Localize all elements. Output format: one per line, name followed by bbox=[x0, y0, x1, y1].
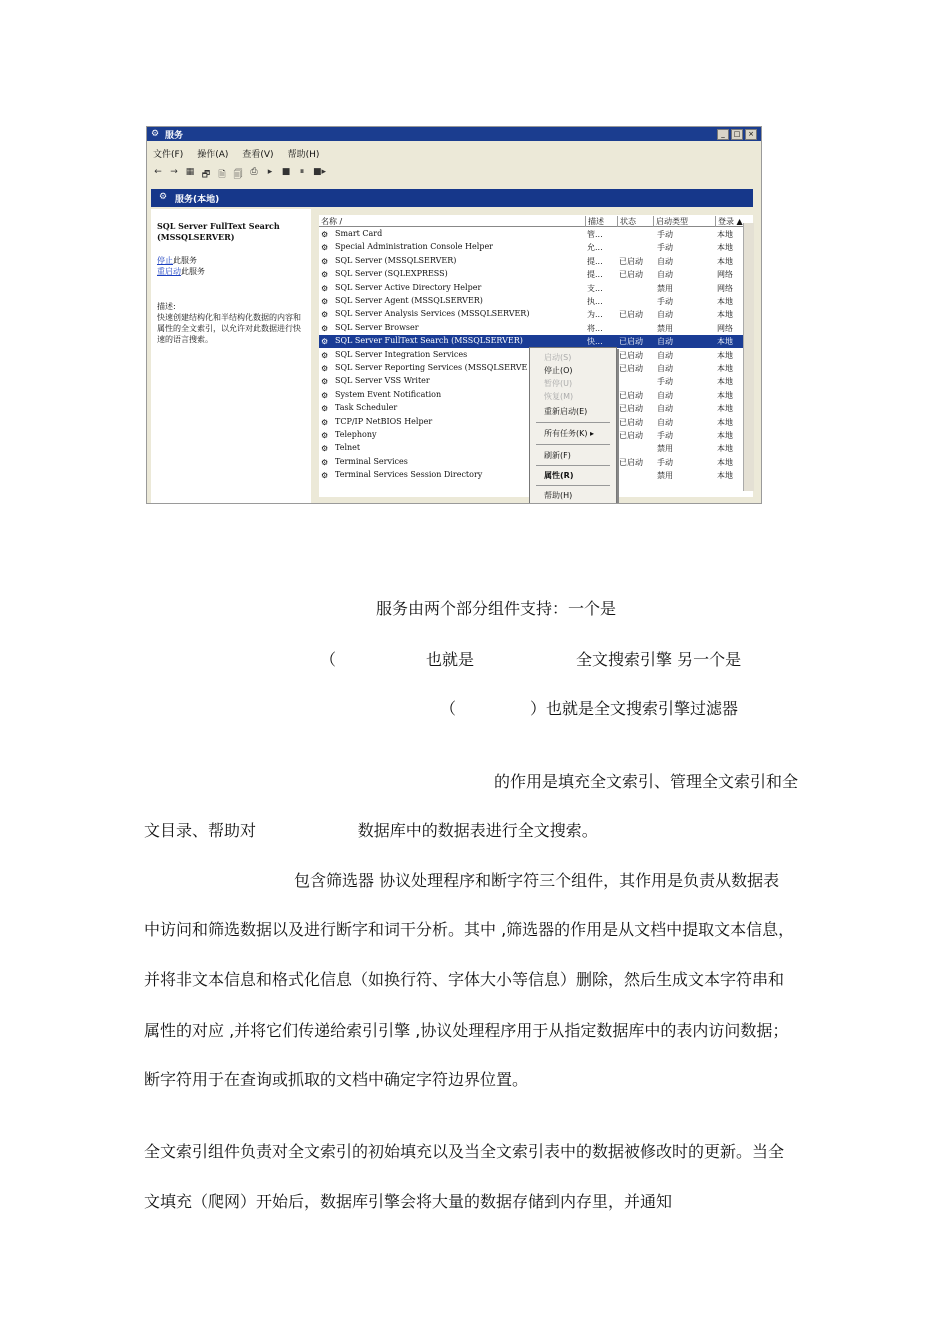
cell-logon: 本地 bbox=[717, 390, 733, 400]
cell-name: SQL Server FullText Search (MSSQLSERVER) bbox=[335, 336, 523, 346]
paragraph-line: ）也就是全文搜索引擎过滤器 bbox=[530, 699, 739, 718]
cell-desc: 管... bbox=[587, 230, 603, 239]
stop-suffix: 此服务 bbox=[173, 256, 197, 265]
close-button[interactable]: × bbox=[745, 129, 757, 140]
menu-restart[interactable]: 重新启动(E) bbox=[544, 407, 588, 416]
cell-desc: 为... bbox=[587, 310, 603, 320]
properties-icon[interactable]: 🗎 bbox=[218, 170, 226, 180]
cell-startup: 手动 bbox=[657, 377, 673, 387]
cell-status: 已启动 bbox=[619, 256, 643, 266]
services-banner bbox=[151, 189, 753, 207]
cell-name: SQL Server Browser bbox=[335, 322, 419, 332]
paragraph-line: 文填充（爬网）开始后，数据库引擎会将大量的数据存储到内存里，并通知 bbox=[144, 1192, 673, 1211]
cell-name: SQL Server Reporting Services (MSSQLSERVE bbox=[335, 363, 528, 372]
cell-startup: 自动 bbox=[657, 270, 673, 280]
services-screenshot bbox=[146, 126, 762, 504]
play-icon[interactable]: ▸ bbox=[267, 167, 273, 177]
help-icon[interactable]: ⎙ bbox=[250, 167, 258, 177]
cell-name: SQL Server (MSSQLSERVER) bbox=[335, 255, 457, 265]
back-icon[interactable]: ← bbox=[154, 167, 162, 177]
window-icon[interactable]: 🗗 bbox=[201, 170, 211, 180]
forward-icon[interactable]: → bbox=[170, 167, 178, 177]
cell-status: 已启动 bbox=[619, 404, 643, 414]
paragraph-line: 的作用是填充全文索引、管理全文索引和全 bbox=[494, 772, 799, 791]
cell-name: SQL Server VSS Writer bbox=[335, 376, 430, 386]
menu-action[interactable]: 操作(A) bbox=[197, 150, 229, 160]
menu-pause[interactable]: 暂停(U) bbox=[544, 379, 573, 388]
paragraph-line: 服务由两个部分组件支持：一个是 bbox=[376, 599, 617, 618]
cell-startup: 手动 bbox=[657, 457, 673, 467]
cell-startup: 自动 bbox=[657, 350, 673, 360]
menu-help[interactable]: 帮助(H) bbox=[287, 150, 320, 160]
service-gear-icon: ⚙ bbox=[321, 230, 329, 239]
cell-logon: 本地 bbox=[717, 431, 733, 440]
paragraph-line: （ bbox=[440, 699, 457, 718]
cell-name: SQL Server (SQLEXPRESS) bbox=[335, 269, 448, 279]
paragraph-line: （ bbox=[320, 650, 337, 669]
cell-desc: 执... bbox=[587, 297, 603, 306]
cell-status: 已启动 bbox=[619, 364, 643, 373]
service-title: SQL Server FullText Search (MSSQLSERVER) bbox=[157, 221, 280, 242]
service-gear-icon: ⚙ bbox=[321, 364, 329, 373]
cell-status: 已启动 bbox=[619, 337, 643, 347]
cell-logon: 本地 bbox=[717, 230, 733, 239]
minimize-button[interactable]: _ bbox=[717, 129, 729, 140]
pause-icon[interactable]: ⏸ bbox=[299, 167, 305, 177]
service-gear-icon: ⚙ bbox=[321, 283, 329, 293]
cell-logon: 本地 bbox=[717, 337, 733, 347]
cell-logon: 本地 bbox=[717, 417, 733, 427]
table-row[interactable] bbox=[319, 308, 753, 321]
services-icon: ⚙ bbox=[151, 129, 160, 139]
cell-status: 已启动 bbox=[619, 270, 643, 280]
cell-name: Smart Card bbox=[335, 229, 383, 238]
service-gear-icon: ⚙ bbox=[321, 404, 329, 414]
cell-name: SQL Server Active Directory Helper bbox=[335, 282, 482, 292]
menu-stop[interactable]: 停止(O) bbox=[544, 366, 573, 375]
cell-name: Terminal Services bbox=[335, 456, 408, 466]
menu-separator bbox=[536, 422, 610, 423]
service-gear-icon: ⚙ bbox=[321, 350, 329, 360]
col-name[interactable]: 名称 / bbox=[321, 217, 343, 226]
service-detail-pane bbox=[151, 209, 311, 503]
service-gear-icon: ⚙ bbox=[321, 297, 329, 306]
cell-startup: 手动 bbox=[657, 243, 673, 253]
paragraph-line: 中访问和筛选数据以及进行断字和词干分析。其中 ,筛选器的作用是从文档中提取文本信息， bbox=[144, 920, 795, 939]
col-startup[interactable]: 启动类型 bbox=[653, 216, 688, 227]
service-gear-icon: ⚙ bbox=[321, 270, 329, 280]
table-row[interactable] bbox=[319, 295, 753, 308]
cell-startup: 自动 bbox=[657, 310, 673, 320]
service-gear-icon: ⚙ bbox=[321, 310, 329, 320]
cell-startup: 手动 bbox=[657, 230, 673, 239]
cell-logon: 本地 bbox=[717, 310, 733, 320]
cell-name: Task Scheduler bbox=[335, 403, 398, 413]
paragraph-line: 属性的对应 ,并将它们传递给索引引擎 ,协议处理程序用于从指定数据库中的表内访问数据； bbox=[144, 1021, 789, 1040]
cell-desc: 将... bbox=[587, 323, 603, 333]
stop-service-link[interactable]: 停止 bbox=[157, 256, 173, 265]
service-gear-icon: ⚙ bbox=[321, 457, 329, 467]
cell-startup: 自动 bbox=[657, 364, 673, 373]
table-row[interactable] bbox=[319, 268, 753, 281]
cell-logon: 本地 bbox=[717, 471, 733, 481]
paragraph-line: 包含筛选器 协议处理程序和断字符三个组件，其作用是负责从数据表 bbox=[294, 871, 780, 890]
cell-logon: 本地 bbox=[717, 377, 733, 387]
paragraph-line: 断字符用于在查询或抓取的文档中确定字符边界位置。 bbox=[144, 1070, 529, 1089]
window-title: 服务 bbox=[165, 131, 184, 141]
restart-service-link[interactable]: 重启动 bbox=[157, 267, 181, 276]
cell-startup: 手动 bbox=[657, 297, 673, 306]
cell-startup: 禁用 bbox=[657, 444, 673, 454]
table-row[interactable] bbox=[319, 282, 753, 295]
paragraph-line: 全文搜索引擎 另一个是 bbox=[576, 650, 742, 669]
menu-properties[interactable]: 属性(R) bbox=[544, 471, 574, 480]
maximize-button[interactable]: □ bbox=[731, 129, 743, 140]
cell-desc: 快... bbox=[587, 337, 603, 347]
cell-name: System Event Notification bbox=[335, 389, 442, 399]
restart-icon[interactable]: ■▸ bbox=[313, 167, 327, 177]
cell-desc: 支... bbox=[587, 283, 603, 293]
menu-help[interactable]: 帮助(H) bbox=[544, 491, 573, 500]
service-gear-icon: ⚙ bbox=[321, 431, 329, 440]
cell-startup: 自动 bbox=[657, 390, 673, 400]
table-row[interactable] bbox=[319, 241, 753, 254]
list-header bbox=[319, 215, 753, 227]
window-titlebar bbox=[147, 127, 761, 141]
table-row[interactable] bbox=[319, 255, 753, 268]
console-tree-icon[interactable]: ▦ bbox=[185, 167, 195, 177]
menu-refresh[interactable]: 刷新(F) bbox=[544, 451, 571, 460]
stop-icon[interactable]: ■ bbox=[281, 167, 291, 177]
cell-desc: 提... bbox=[587, 270, 603, 280]
paragraph-line: 全文索引组件负责对全文索引的初始填充以及当全文索引表中的数据被修改时的更新。当全 bbox=[144, 1142, 785, 1161]
col-desc[interactable]: 描述 bbox=[585, 216, 604, 227]
menu-separator bbox=[536, 485, 610, 486]
menu-all-tasks[interactable]: 所有任务(K) ▸ bbox=[544, 429, 595, 438]
table-row[interactable] bbox=[319, 322, 753, 335]
cell-logon: 本地 bbox=[717, 243, 733, 253]
context-menu bbox=[529, 347, 617, 504]
cell-startup: 自动 bbox=[657, 256, 673, 266]
menu-bar bbox=[153, 147, 319, 160]
cell-status: 已启动 bbox=[619, 310, 643, 320]
cell-logon: 网络 bbox=[717, 323, 733, 333]
cell-logon: 本地 bbox=[717, 404, 733, 414]
cell-startup: 自动 bbox=[657, 404, 673, 414]
cell-name: TCP/IP NetBIOS Helper bbox=[335, 416, 433, 426]
description-label: 描述: bbox=[157, 302, 176, 311]
cell-logon: 本地 bbox=[717, 256, 733, 266]
cell-logon: 本地 bbox=[717, 364, 733, 373]
cell-startup: 手动 bbox=[657, 431, 673, 440]
cell-logon: 本地 bbox=[717, 297, 733, 306]
cell-logon: 本地 bbox=[717, 457, 733, 467]
cell-startup: 自动 bbox=[657, 337, 673, 347]
menu-view[interactable]: 查看(V) bbox=[242, 150, 274, 160]
col-logon[interactable]: 登录 ▲ bbox=[715, 216, 743, 227]
cell-name: Terminal Services Session Directory bbox=[335, 470, 483, 480]
cell-status: 已启动 bbox=[619, 457, 643, 467]
paragraph-line: 也就是 bbox=[426, 650, 475, 669]
service-gear-icon: ⚙ bbox=[321, 417, 329, 427]
cell-status: 已启动 bbox=[619, 390, 643, 400]
services-icon: ⚙ bbox=[159, 192, 168, 202]
service-gear-icon: ⚙ bbox=[321, 377, 329, 387]
cell-status: 已启动 bbox=[619, 350, 643, 360]
service-gear-icon: ⚙ bbox=[321, 323, 329, 333]
cell-status: 已启动 bbox=[619, 431, 643, 440]
table-row[interactable] bbox=[319, 228, 753, 241]
service-gear-icon: ⚙ bbox=[321, 243, 329, 253]
banner-title: 服务(本地) bbox=[175, 195, 220, 205]
cell-name: SQL Server Integration Services bbox=[335, 349, 468, 359]
service-gear-icon: ⚙ bbox=[321, 444, 329, 454]
cell-startup: 自动 bbox=[657, 417, 673, 427]
paragraph-line: 并将非文本信息和格式化信息（如换行符、字体大小等信息）删除，然后生成文本字符串和 bbox=[144, 970, 785, 989]
cell-name: SQL Server Analysis Services (MSSQLSERVER) bbox=[335, 309, 530, 319]
col-status[interactable]: 状态 bbox=[617, 216, 636, 227]
cell-logon: 本地 bbox=[717, 444, 733, 454]
cell-name: Special Administration Console Helper bbox=[335, 242, 493, 252]
cell-logon: 网络 bbox=[717, 283, 733, 293]
cell-name: Telnet bbox=[335, 443, 361, 453]
cell-desc: 提... bbox=[587, 256, 603, 266]
cell-startup: 禁用 bbox=[657, 283, 673, 293]
service-description: 快速创建结构化和半结构化数据的内容和属性的全文索引，以允许对此数据进行快速的语言搜索。 bbox=[157, 313, 301, 344]
cell-logon: 网络 bbox=[717, 270, 733, 280]
menu-resume[interactable]: 恢复(M) bbox=[544, 392, 574, 401]
export-icon[interactable]: 🗐 bbox=[233, 170, 243, 180]
menu-separator bbox=[536, 444, 610, 445]
restart-suffix: 此服务 bbox=[181, 267, 205, 276]
service-gear-icon: ⚙ bbox=[321, 390, 329, 400]
service-gear-icon: ⚙ bbox=[321, 337, 329, 347]
menu-start[interactable]: 启动(S) bbox=[544, 353, 572, 362]
cell-startup: 禁用 bbox=[657, 323, 673, 333]
cell-startup: 禁用 bbox=[657, 471, 673, 481]
service-gear-icon: ⚙ bbox=[321, 256, 329, 266]
cell-desc: 允... bbox=[587, 243, 603, 253]
service-gear-icon: ⚙ bbox=[321, 471, 329, 481]
toolbar bbox=[153, 167, 326, 183]
cell-name: SQL Server Agent (MSSQLSERVER) bbox=[335, 296, 483, 305]
cell-name: Telephony bbox=[335, 430, 377, 439]
cell-status: 已启动 bbox=[619, 417, 643, 427]
cell-logon: 本地 bbox=[717, 350, 733, 360]
vertical-scrollbar[interactable] bbox=[743, 223, 754, 491]
menu-file[interactable]: 文件(F) bbox=[153, 150, 184, 160]
menu-separator bbox=[536, 465, 610, 466]
paragraph-line: 文目录、帮助对 数据库中的数据表进行全文搜索。 bbox=[144, 821, 598, 840]
